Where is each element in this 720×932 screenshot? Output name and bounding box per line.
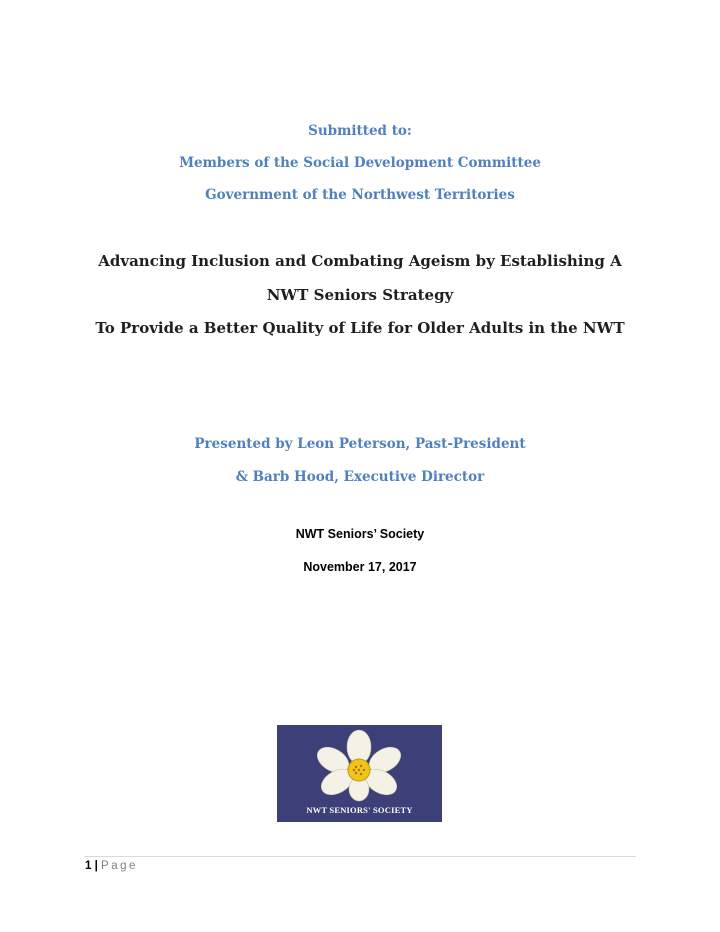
presenters-line-2: & Barb Hood, Executive Director — [235, 469, 485, 485]
page-footer — [85, 860, 138, 872]
logo-text: NWT SENIORS' SOCIETY — [306, 805, 413, 815]
presenters-line-1: Presented by Leon Peterson, Past-President — [194, 436, 526, 452]
recipient-committee: Members of the Social Development Committee — [179, 155, 541, 171]
organization-name: NWT Seniors’ Society — [295, 527, 425, 541]
document-title-line-3: To Provide a Better Quality of Life for Older Adults in the NWT — [95, 319, 625, 337]
nwt-seniors-society-logo — [277, 725, 442, 822]
recipient-government: Government of the Northwest Territories — [205, 187, 515, 203]
footer-divider — [84, 856, 636, 857]
document-date: November 17, 2017 — [303, 560, 417, 574]
document-title-line-2: NWT Seniors Strategy — [266, 286, 454, 304]
footer-separator: | — [94, 860, 98, 872]
submitted-to-label: Submitted to: — [308, 123, 412, 139]
page-number: 1 — [85, 860, 92, 872]
document-title-line-1: Advancing Inclusion and Combating Ageism by Establishing A — [98, 252, 622, 270]
page-label: Page — [101, 860, 138, 872]
